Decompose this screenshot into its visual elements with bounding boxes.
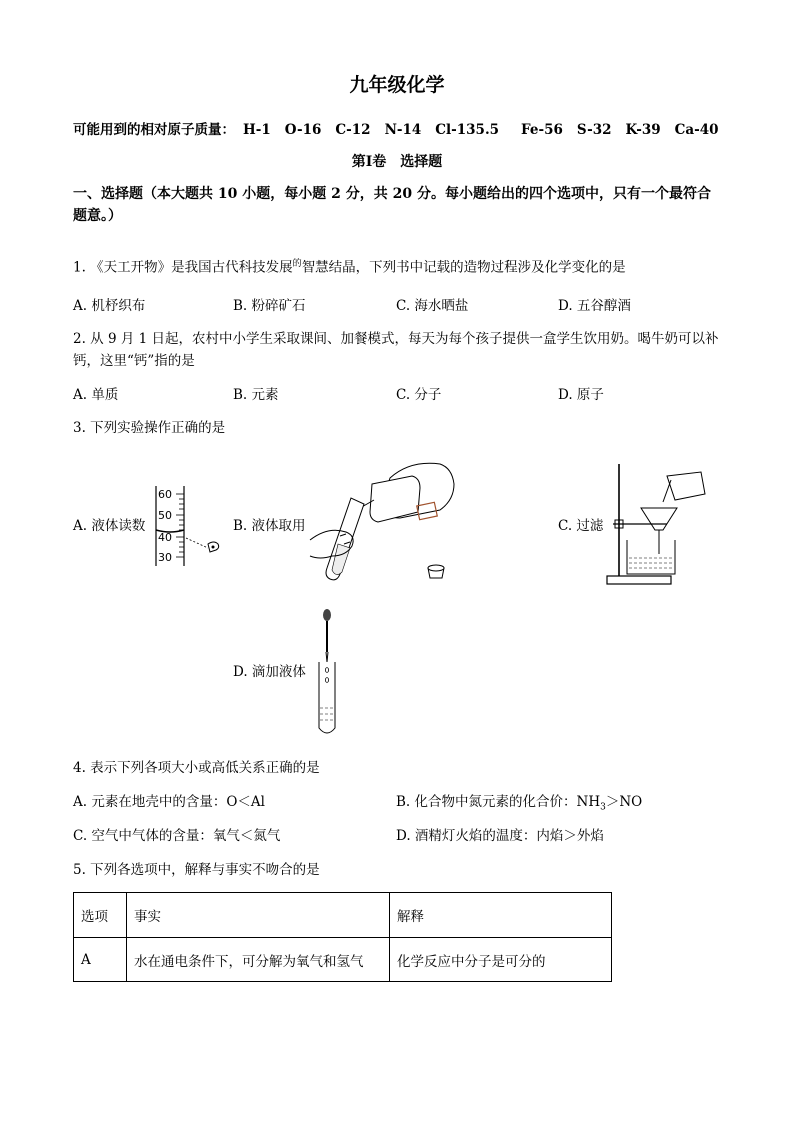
atomic-mass-line [73, 118, 733, 138]
liquid-pouring-figure [310, 458, 460, 584]
question-1-option-a[interactable]: A. 机杼织布 [73, 298, 146, 314]
volume-title: 第I卷 选择题 [351, 154, 443, 170]
question-4-option-c[interactable]: C. 空气中气体的含量：氧气＜氮气 [73, 828, 281, 844]
atomic-mass-label: 可能用到的相对原子质量： [73, 122, 235, 138]
question-4-option-d[interactable]: D. 酒精灯火焰的温度：内焰＞外焰 [396, 828, 604, 844]
atomic-mass-item: N-14 [384, 122, 422, 138]
question-3-option-c[interactable]: C. 过滤 [558, 518, 604, 534]
question-1-stem-mark: 的 [292, 259, 302, 269]
question-2-option-b[interactable]: B. 元素 [233, 387, 279, 403]
filtration-figure [605, 462, 715, 586]
question-2-option-c[interactable]: C. 分子 [396, 387, 442, 403]
question-2-option-a[interactable]: A. 单质 [73, 387, 119, 403]
atomic-mass-item: O-16 [284, 122, 322, 138]
question-1-stem [73, 253, 733, 279]
dropper-figure [312, 608, 342, 736]
question-4-stem: 4. 表示下列各项大小或高低关系正确的是 [73, 760, 320, 776]
atomic-mass-item: K-39 [625, 122, 661, 138]
atomic-mass-item: Fe-56 [521, 122, 563, 138]
question-3-option-b[interactable]: B. 液体取用 [233, 518, 306, 534]
question-5-table [73, 892, 612, 982]
atomic-mass-item: Cl-135.5 [435, 122, 500, 138]
atomic-mass-item: Ca-40 [674, 122, 719, 138]
question-5-stem: 5. 下列各选项中，解释与事实不吻合的是 [73, 862, 320, 878]
table-header-cell: 事实 [127, 893, 390, 938]
question-4-option-b-text: B. 化合物中氮元素的化合价：NH [396, 794, 601, 810]
cylinder-tick-label: 40 [158, 531, 172, 544]
table-cell: 水在通电条件下，可分解为氧气和氢气 [127, 938, 390, 982]
question-1-stem-tail: 智慧结晶，下列书中记载的造物过程涉及化学变化的是 [301, 259, 626, 276]
table-cell: 化学反应中分子是可分的 [390, 938, 612, 982]
section-heading: 一、选择题（本大题共 10 小题，每小题 2 分，共 20 分。每小题给出的四个选项中，只有一个最符合题意。） [73, 186, 711, 224]
question-3-stem: 3. 下列实验操作正确的是 [73, 420, 226, 436]
atomic-mass-item: H-1 [243, 122, 271, 138]
question-3-option-d[interactable]: D. 滴加液体 [233, 664, 306, 680]
table-header-cell: 选项 [74, 893, 127, 938]
atomic-mass-item: S-32 [576, 122, 612, 138]
table-header-cell: 解释 [390, 893, 612, 938]
table-header-row [74, 893, 612, 938]
cylinder-tick-label: 30 [158, 551, 172, 564]
question-1-stem-head: 1. 《天工开物》是我国古代科技发展 [73, 259, 293, 276]
question-3-option-a[interactable]: A. 液体读数 [73, 518, 146, 534]
question-4-option-b-subscript: 3 [600, 802, 606, 813]
question-1-option-b[interactable]: B. 粉碎矿石 [233, 298, 306, 314]
graduated-cylinder-figure [150, 482, 230, 570]
question-4-option-b[interactable] [396, 790, 642, 813]
question-4-option-b-tail: ＞NO [605, 794, 643, 810]
cylinder-tick-label: 60 [158, 488, 172, 501]
cylinder-tick-label: 50 [158, 509, 172, 522]
question-1-option-c[interactable]: C. 海水晒盐 [396, 298, 469, 314]
question-2-stem: 2. 从 9 月 1 日起，农村中小学生采取课间、加餐模式，每天为每个孩子提供一盒学生饮用奶。喝牛奶可以补钙，这里“钙”指的是 [73, 331, 719, 369]
page-title: 九年级化学 [349, 74, 445, 96]
table-cell: A [74, 938, 127, 982]
atomic-mass-item: C-12 [335, 122, 371, 138]
question-4-option-a[interactable]: A. 元素在地壳中的含量：O＜Al [73, 794, 265, 810]
question-2-option-d[interactable]: D. 原子 [558, 387, 604, 403]
question-1-option-d[interactable]: D. 五谷醇酒 [558, 298, 631, 314]
table-row [74, 938, 612, 982]
